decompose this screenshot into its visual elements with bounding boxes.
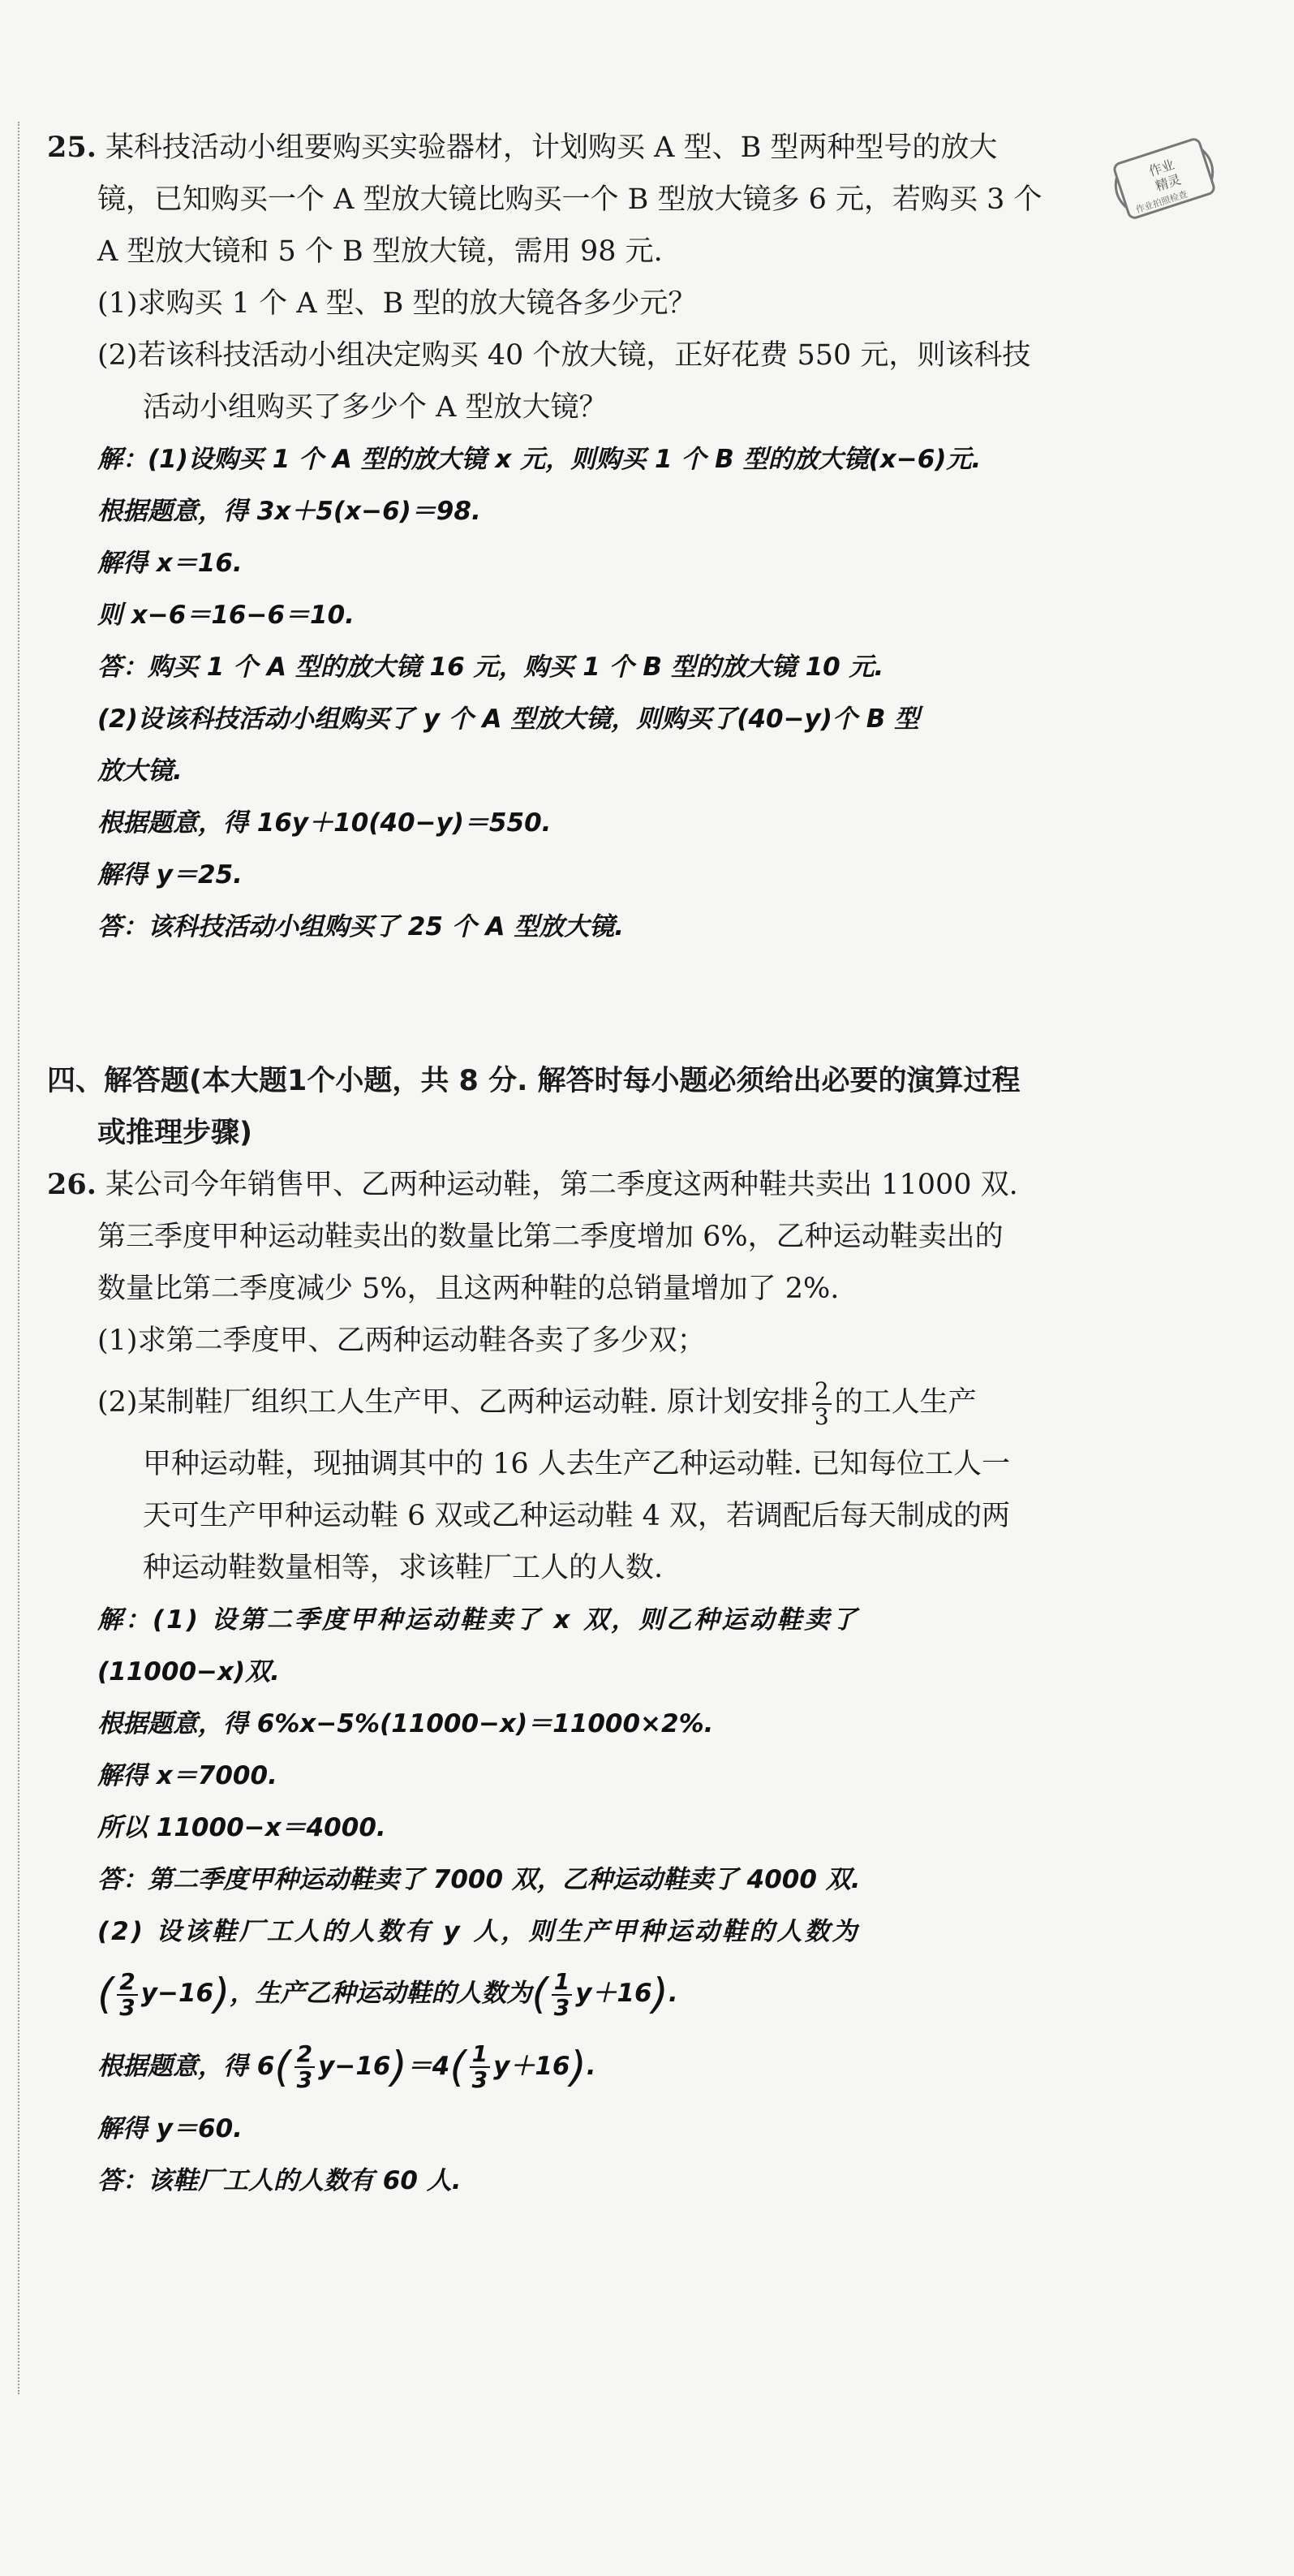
q26-stem-text1: 某公司今年销售甲、乙两种运动鞋，第二季度这两种鞋共卖出 11000 双. bbox=[105, 1169, 1018, 1201]
stamp-text-2: 精灵 bbox=[1153, 171, 1184, 195]
q26-part1: (1)求第二季度甲、乙两种运动鞋各卖了多少双； bbox=[97, 1325, 706, 1357]
margin-dotted-line bbox=[18, 122, 19, 2394]
q26-part2-line1 bbox=[47, 1367, 1102, 1438]
q26-part2-line4: 种运动鞋数量相等，求该鞋厂工人的人数. bbox=[143, 1552, 664, 1584]
section-4-line1: 四、解答题(本大题1个小题，共 8 分. 解答时每小题必须给出必要的演算过程 bbox=[47, 1065, 1021, 1097]
q25-stem-line2: 镜，已知购买一个 A 型放大镜比购买一个 B 型放大镜多 6 元，若购买 3 个 bbox=[97, 183, 1043, 216]
paren-open: ( bbox=[97, 1970, 114, 2019]
q26-part2-line2: 甲种运动鞋，现抽调其中的 16 人去生产乙种运动鞋. 已知每位工人一 bbox=[143, 1448, 1011, 1480]
equation-b: y＋16 bbox=[493, 2051, 570, 2081]
fraction-numerator: 1 bbox=[552, 1970, 572, 1996]
paren-close: ) bbox=[390, 2043, 407, 2091]
q26-answer-line: 答：该鞋厂工人的人数有 60 人. bbox=[97, 2166, 462, 2195]
paren-close: ) bbox=[213, 1970, 230, 2019]
q26-answer-line: 所以 11000−x＝4000. bbox=[97, 1813, 386, 1842]
equation-mid: ＝4 bbox=[406, 2051, 450, 2081]
q25-answer-line: 解得 x＝16. bbox=[97, 549, 243, 578]
q25-answer-line: 答：该科技活动小组购买了 25 个 A 型放大镜. bbox=[97, 912, 625, 941]
q25-answer-line: 解得 y＝25. bbox=[97, 860, 243, 890]
q25-answer-line: 放大镜. bbox=[97, 756, 183, 786]
q25-answer-line: 则 x−6＝16−6＝10. bbox=[97, 601, 355, 630]
fraction-denominator: 3 bbox=[296, 2066, 313, 2093]
q25-stem-line1 bbox=[47, 122, 1102, 174]
fraction-denominator: 3 bbox=[553, 1993, 570, 2021]
paren-open: ( bbox=[449, 2043, 466, 2091]
q26-part2-text-post: 的工人生产 bbox=[834, 1386, 977, 1419]
q25-answer-line: 解：(1)设购买 1 个 A 型的放大镜 x 元，则购买 1 个 B 型的放大镜(x−6)元. bbox=[97, 445, 982, 474]
q26-stem-line1 bbox=[47, 1159, 1102, 1211]
q25-stem-text1: 某科技活动小组要购买实验器材，计划购买 A 型、B 型两种型号的放大 bbox=[105, 131, 998, 164]
paren-close: ) bbox=[651, 1970, 668, 2019]
q26-answer-people-expr: ( $\frac{2}{3}$ y−16)，生产乙种运动鞋的人数为( $\frac{1}{3}$ y＋16). bbox=[97, 1967, 678, 2021]
homework-stamp-logo bbox=[1103, 130, 1225, 227]
fraction-numerator: 1 bbox=[470, 2042, 490, 2068]
q25-stem-line3: A 型放大镜和 5 个 B 型放大镜，需用 98 元. bbox=[97, 235, 663, 268]
question-25 bbox=[47, 122, 1102, 953]
expr-c: y＋16 bbox=[575, 1979, 652, 2008]
fraction-one-third bbox=[470, 2042, 490, 2092]
fraction-numerator: 2 bbox=[812, 1379, 832, 1405]
equation-a: y−16 bbox=[318, 2051, 391, 2081]
q26-answer-equation: 根据题意，得 6( $\frac{2}{3}$ y−16)＝4( $\frac{1}{3}$ y＋16). bbox=[97, 2040, 596, 2093]
stamp-text-3: 作业拍照检查 bbox=[1134, 188, 1189, 216]
q25-part1: (1)求购买 1 个 A 型、B 型的放大镜各多少元？ bbox=[97, 287, 697, 320]
q25-part2-line2: 活动小组购买了多少个 A 型放大镜？ bbox=[143, 391, 608, 424]
paren-open: ( bbox=[274, 2043, 291, 2091]
fraction-denominator: 3 bbox=[471, 2066, 488, 2093]
q26-part2-line3: 天可生产甲种运动鞋 6 双或乙种运动鞋 4 双，若调配后每天制成的两 bbox=[143, 1500, 1011, 1532]
q25-answer-line: 答：购买 1 个 A 型的放大镜 16 元，购买 1 个 B 型的放大镜 10 元. bbox=[97, 653, 884, 682]
fraction-numerator: 2 bbox=[117, 1970, 137, 1996]
fraction-two-thirds bbox=[812, 1376, 832, 1430]
q26-answer-line: 解得 y＝60. bbox=[97, 2114, 243, 2143]
fraction-one-third bbox=[552, 1967, 572, 2021]
stamp-text-1: 作业 bbox=[1146, 156, 1176, 179]
fraction-two-thirds bbox=[294, 2042, 315, 2092]
equation-pre: 根据题意，得 6 bbox=[97, 2051, 275, 2081]
section-4-heading bbox=[47, 1055, 1102, 1159]
question-26 bbox=[47, 1159, 1102, 2207]
fraction-denominator: 3 bbox=[814, 1402, 829, 1430]
q25-answer-line: 根据题意，得 16y＋10(40−y)＝550. bbox=[97, 808, 552, 838]
q25-number: 25. bbox=[47, 131, 97, 164]
q26-answer-line: 解：(1) 设第二季度甲种运动鞋卖了 x 双，则乙种运动鞋卖了 bbox=[97, 1605, 860, 1635]
q26-answer-line: (11000−x)双. bbox=[97, 1657, 280, 1686]
q26-part2-text-pre: (2)某制鞋厂组织工人生产甲、乙两种运动鞋. 原计划安排 bbox=[97, 1386, 809, 1419]
fraction-denominator: 3 bbox=[119, 1993, 135, 2021]
q26-answer-line: 根据题意，得 6%x−5%(11000−x)＝11000×2%. bbox=[97, 1709, 714, 1738]
paren-open: ( bbox=[531, 1970, 548, 2019]
fraction-numerator: 2 bbox=[294, 2042, 315, 2068]
q26-answer-line: (2) 设该鞋厂工人的人数有 y 人，则生产甲种运动鞋的人数为 bbox=[97, 1917, 860, 1946]
expr-text: ，生产乙种运动鞋的人数为 bbox=[230, 1979, 532, 2008]
expr-a: y−16 bbox=[140, 1979, 214, 2008]
q25-answer-line: 根据题意，得 3x＋5(x−6)＝98. bbox=[97, 497, 481, 526]
q25-part2-line1: (2)若该科技活动小组决定购买 40 个放大镜，正好花费 550 元，则该科技 bbox=[97, 339, 1031, 372]
section-4-line2: 或推理步骤) bbox=[97, 1117, 252, 1149]
q26-stem-line2: 第三季度甲种运动鞋卖出的数量比第二季度增加 6%，乙种运动鞋卖出的 bbox=[97, 1221, 1004, 1253]
fraction-two-thirds bbox=[117, 1967, 137, 2021]
q25-answer-line: (2)设该科技活动小组购买了 y 个 A 型放大镜，则购买了(40−y)个 B 型 bbox=[97, 704, 920, 734]
q26-stem-line3: 数量比第二季度减少 5%，且这两种鞋的总销量增加了 2%. bbox=[97, 1273, 840, 1305]
q26-answer-line: 解得 x＝7000. bbox=[97, 1761, 277, 1790]
q26-number: 26. bbox=[47, 1168, 97, 1201]
q26-answer-line: 答：第二季度甲种运动鞋卖了 7000 双，乙种运动鞋卖了 4000 双. bbox=[97, 1865, 861, 1894]
paren-close: ) bbox=[570, 2043, 587, 2091]
